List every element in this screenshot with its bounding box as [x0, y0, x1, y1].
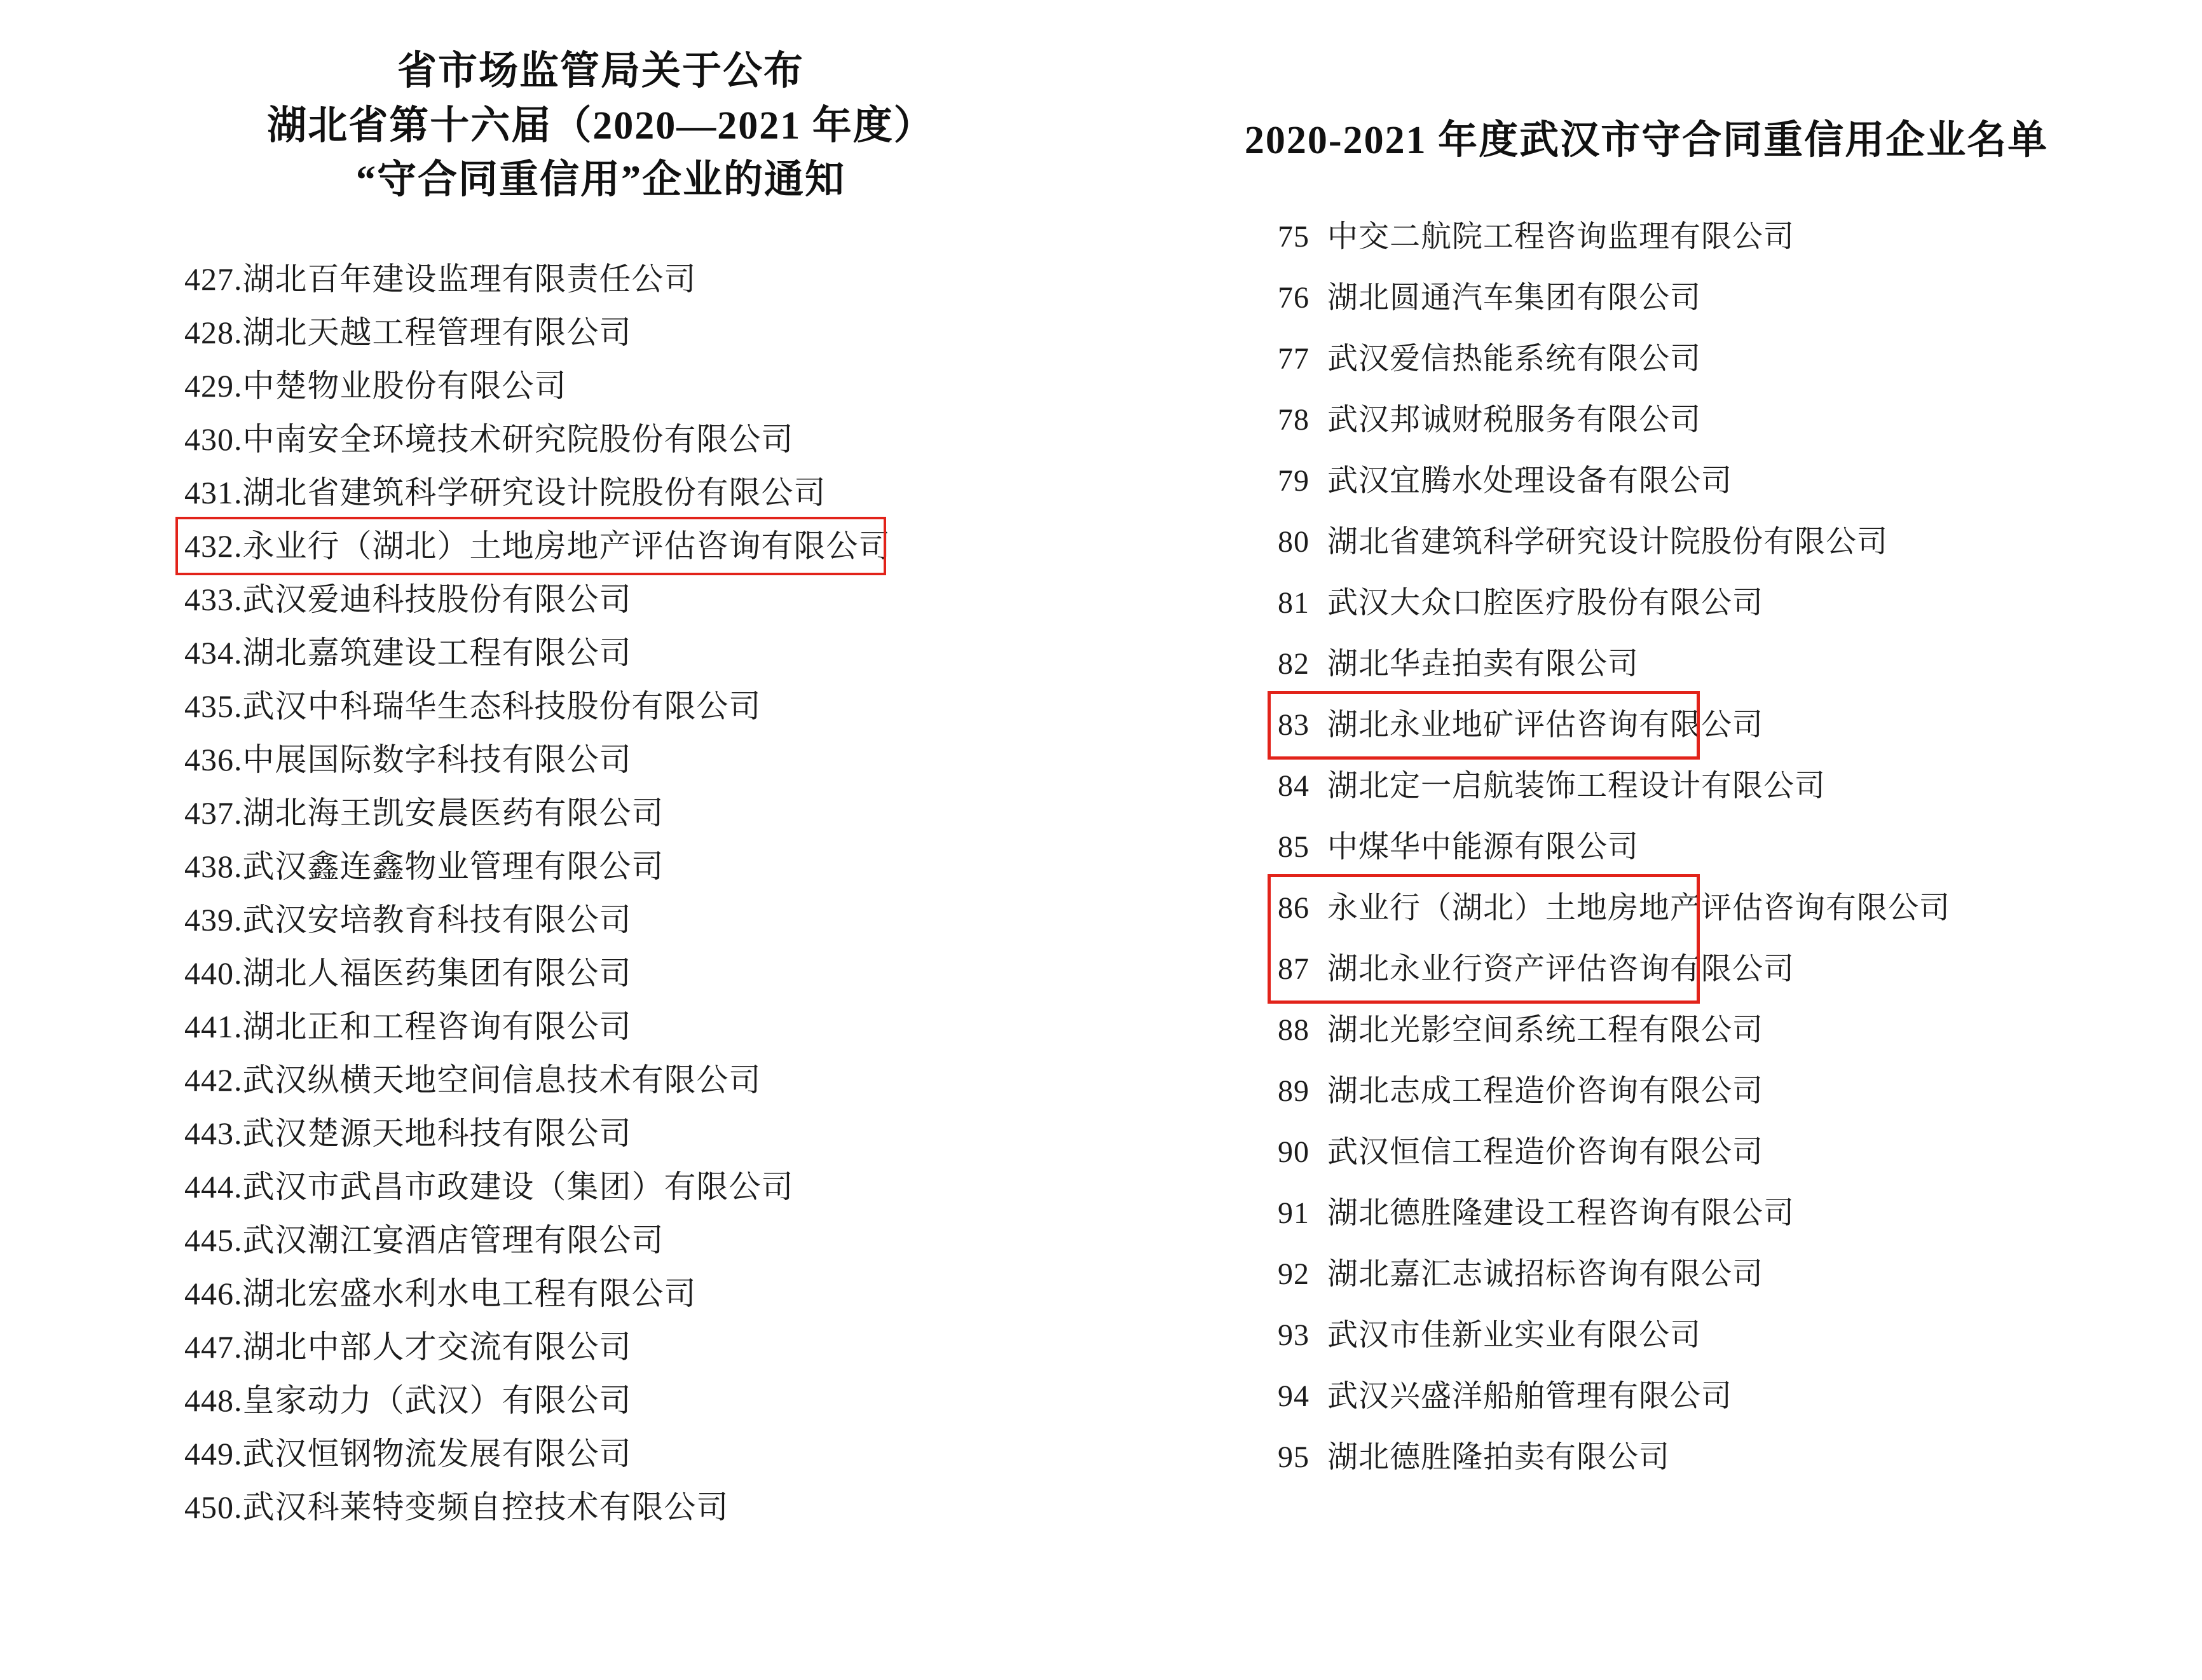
list-item-number: 433.	[184, 581, 243, 617]
list-item	[184, 1160, 1055, 1213]
list-item-number: 437.	[184, 795, 243, 831]
list-item-label: 湖北圆通汽车集团有限公司	[1327, 281, 1702, 315]
list-item	[1278, 390, 2130, 451]
list-item	[1278, 939, 2130, 1000]
list-item-label: 武汉大众口腔医疗股份有限公司	[1327, 586, 1764, 620]
list-item	[184, 680, 1055, 733]
list-item-number: 87	[1278, 952, 1310, 986]
list-item-label: 湖北中部人才交流有限公司	[242, 1328, 632, 1365]
list-item-number: 94	[1278, 1379, 1310, 1413]
list-item-number: 443.	[184, 1115, 243, 1151]
list-item-number: 85	[1278, 830, 1310, 864]
list-item	[184, 840, 1055, 893]
list-item	[184, 1427, 1055, 1480]
left-title-line-2: 湖北省第十六届（2020—2021 年度）	[267, 104, 934, 147]
list-item	[184, 946, 1055, 1000]
list-item-number: 84	[1278, 769, 1310, 803]
list-item	[184, 626, 1055, 680]
list-item	[1278, 329, 2130, 390]
list-item-number: 427.	[184, 261, 243, 297]
list-item	[1278, 756, 2130, 817]
left-column	[146, 44, 1055, 1534]
list-item	[184, 1267, 1055, 1320]
list-item	[184, 466, 1055, 519]
list-item-label: 武汉市武昌市政建设（集团）有限公司	[242, 1168, 794, 1205]
list-item-number: 430.	[184, 421, 243, 457]
list-item	[184, 1000, 1055, 1053]
list-item-label: 武汉爱迪科技股份有限公司	[242, 581, 632, 617]
list-item-number: 86	[1278, 891, 1310, 925]
list-item-label: 武汉兴盛洋船舶管理有限公司	[1327, 1379, 1733, 1413]
list-item	[1278, 268, 2130, 329]
list-item-label: 武汉恒信工程造价咨询有限公司	[1327, 1135, 1764, 1169]
right-title: 2020-2021 年度武汉市守合同重信用企业名单	[1244, 119, 2049, 162]
list-item-number: 91	[1278, 1196, 1310, 1230]
list-item	[184, 413, 1055, 466]
list-item	[184, 573, 1055, 626]
list-item-label: 武汉潮江宴酒店管理有限公司	[242, 1222, 664, 1258]
list-item-number: 440.	[184, 955, 243, 991]
list-item-label: 湖北宏盛水利水电工程有限公司	[242, 1275, 697, 1311]
list-item-number: 95	[1278, 1440, 1310, 1474]
list-item-number: 435.	[184, 688, 243, 724]
list-item-label: 湖北华垚拍卖有限公司	[1327, 647, 1639, 681]
list-item	[184, 786, 1055, 840]
list-item-label: 武汉科莱特变频自控技术有限公司	[242, 1489, 729, 1525]
list-item-number: 89	[1278, 1074, 1310, 1108]
list-item	[184, 1374, 1055, 1427]
list-item-label: 湖北志成工程造价咨询有限公司	[1327, 1074, 1764, 1108]
list-item-label: 湖北定一启航装饰工程设计有限公司	[1327, 769, 1826, 803]
list-item-number: 446.	[184, 1275, 243, 1311]
list-item	[184, 1053, 1055, 1107]
list-item	[184, 252, 1055, 306]
list-item-number: 439.	[184, 901, 243, 938]
list-item-label: 中楚物业股份有限公司	[242, 367, 567, 404]
list-item-label: 湖北省建筑科学研究设计院股份有限公司	[242, 474, 826, 510]
list-item-label: 中展国际数字科技有限公司	[242, 741, 632, 777]
list-item-label: 湖北光影空间系统工程有限公司	[1327, 1013, 1764, 1047]
list-item-label: 皇家动力（武汉）有限公司	[242, 1382, 632, 1418]
list-item-label: 湖北天越工程管理有限公司	[242, 314, 632, 350]
list-item-number: 445.	[184, 1222, 243, 1258]
list-item-number: 76	[1278, 281, 1310, 315]
list-item-label: 永业行（湖北）土地房地产评估咨询有限公司	[1327, 891, 1951, 925]
list-item	[1278, 695, 2130, 756]
list-item-number: 90	[1278, 1135, 1310, 1169]
list-item-number: 441.	[184, 1008, 243, 1044]
list-item-number: 444.	[184, 1168, 243, 1205]
list-item-number: 436.	[184, 741, 243, 777]
list-item-number: 428.	[184, 314, 243, 350]
list-item-label: 武汉爱信热能系统有限公司	[1327, 342, 1702, 376]
list-item-label: 湖北正和工程咨询有限公司	[242, 1008, 632, 1044]
list-item-label: 武汉楚源天地科技有限公司	[242, 1115, 632, 1151]
left-company-list	[146, 252, 1055, 1534]
list-item	[184, 1107, 1055, 1160]
list-item	[1278, 1183, 2130, 1244]
list-item-number: 442.	[184, 1062, 243, 1098]
list-item	[1278, 512, 2130, 573]
list-item-label: 湖北嘉汇志诚招标咨询有限公司	[1327, 1257, 1764, 1291]
list-item	[184, 1320, 1055, 1374]
list-item	[184, 359, 1055, 413]
list-item-label: 湖北德胜隆拍卖有限公司	[1327, 1440, 1671, 1474]
list-item-number: 77	[1278, 342, 1310, 376]
list-item-label: 中交二航院工程咨询监理有限公司	[1327, 220, 1795, 254]
list-item-number: 75	[1278, 220, 1310, 254]
list-item	[1278, 573, 2130, 634]
list-item	[1278, 207, 2130, 268]
list-item-label: 武汉中科瑞华生态科技股份有限公司	[242, 688, 762, 724]
list-item-number: 438.	[184, 848, 243, 884]
list-item-label: 永业行（湖北）土地房地产评估咨询有限公司	[242, 528, 891, 564]
list-item-number: 447.	[184, 1328, 243, 1365]
list-item	[1278, 634, 2130, 695]
list-item	[1278, 1061, 2130, 1122]
list-item-number: 79	[1278, 464, 1310, 498]
list-item	[1278, 1305, 2130, 1366]
list-item-number: 80	[1278, 525, 1310, 559]
right-column	[1163, 108, 2130, 1488]
list-item-number: 449.	[184, 1435, 243, 1472]
list-item-label: 武汉市佳新业实业有限公司	[1327, 1318, 1702, 1352]
list-item	[1278, 1244, 2130, 1305]
list-item-label: 武汉恒钢物流发展有限公司	[242, 1435, 632, 1472]
list-item	[184, 1213, 1055, 1267]
list-item-number: 88	[1278, 1013, 1310, 1047]
list-item	[184, 1480, 1055, 1534]
list-item-number: 92	[1278, 1257, 1310, 1291]
list-item-number: 450.	[184, 1489, 243, 1525]
list-item	[184, 893, 1055, 946]
list-item	[184, 306, 1055, 359]
list-item	[178, 519, 891, 573]
list-item-label: 中南安全环境技术研究院股份有限公司	[242, 421, 794, 457]
list-item-label: 中煤华中能源有限公司	[1327, 830, 1639, 864]
list-item-label: 武汉纵横天地空间信息技术有限公司	[242, 1062, 762, 1098]
list-item-label: 湖北海王凯安晨医药有限公司	[242, 795, 664, 831]
left-title-line-1: 省市场监管局关于公布	[397, 50, 804, 93]
list-item	[1278, 1122, 2130, 1183]
list-item-label: 湖北人福医药集团有限公司	[242, 955, 632, 991]
list-item	[1278, 817, 2130, 878]
list-item	[1278, 878, 2130, 939]
list-item-label: 湖北永业地矿评估咨询有限公司	[1327, 708, 1764, 742]
list-item-number: 78	[1278, 403, 1310, 437]
list-item-number: 431.	[184, 474, 243, 510]
list-item	[1278, 1427, 2130, 1488]
right-company-list	[1163, 207, 2130, 1488]
list-item-number: 82	[1278, 647, 1310, 681]
left-title	[146, 44, 1055, 208]
list-item-number: 81	[1278, 586, 1310, 620]
list-item-label: 武汉邦诚财税服务有限公司	[1327, 403, 1702, 437]
list-item-label: 湖北百年建设监理有限责任公司	[242, 261, 697, 297]
list-item-number: 448.	[184, 1382, 243, 1418]
list-item-label: 湖北德胜隆建设工程咨询有限公司	[1327, 1196, 1795, 1230]
list-item	[1278, 451, 2130, 512]
list-item-label: 湖北省建筑科学研究设计院股份有限公司	[1327, 525, 1889, 559]
list-item-number: 93	[1278, 1318, 1310, 1352]
list-item-label: 武汉宜腾水处理设备有限公司	[1327, 464, 1733, 498]
list-item-number: 83	[1278, 708, 1310, 742]
list-item-number: 434.	[184, 634, 243, 671]
list-item	[1278, 1366, 2130, 1427]
list-item-label: 湖北嘉筑建设工程有限公司	[242, 634, 632, 671]
list-item	[1278, 1000, 2130, 1061]
list-item-label: 武汉鑫连鑫物业管理有限公司	[242, 848, 664, 884]
left-title-line-3: “守合同重信用”企业的通知	[355, 158, 845, 202]
list-item-label: 武汉安培教育科技有限公司	[242, 901, 632, 938]
list-item	[184, 733, 1055, 786]
list-item-number: 429.	[184, 367, 243, 404]
list-item-number: 432.	[184, 528, 243, 564]
list-item-label: 湖北永业行资产评估咨询有限公司	[1327, 952, 1795, 986]
